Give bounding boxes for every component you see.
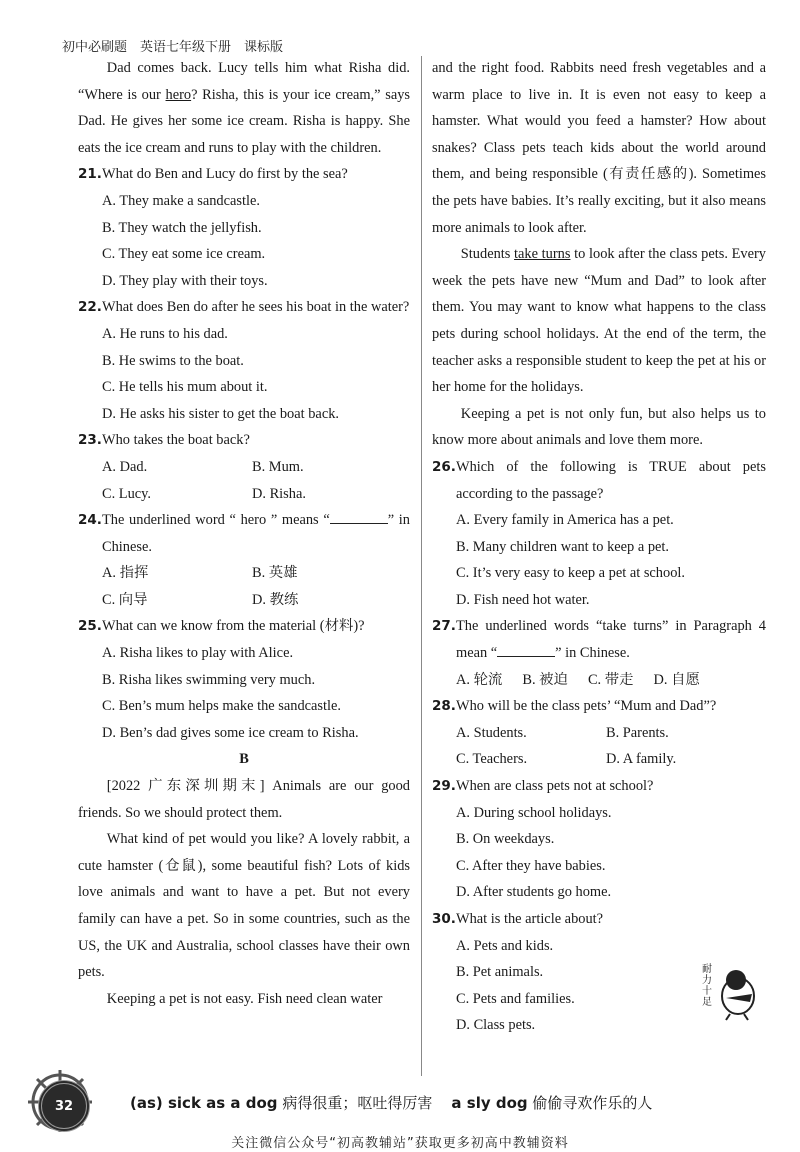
option: A. He runs to his dad. — [102, 325, 228, 342]
passage-paragraph: Students take turns to look after the class pets. Every week the pets have new “Mum and Dad” to look after them. You may want to know what happens to the class pets during school holidays. At the end of the term, the teacher asks a responsible student to keep the pet at his or her home for the holidays. — [432, 246, 766, 396]
option: D. After students go home. — [456, 884, 612, 901]
question-28: 28. Who will be the class pets’ “Mum and Dad”? — [432, 698, 717, 715]
option-row: A. 指挥 B. 英雄 — [102, 565, 298, 582]
option: B. They watch the jellyfish. — [102, 219, 262, 236]
option-row: A. Dad. B. Mum. — [102, 458, 304, 475]
option-row: C. 向导 D. 教练 — [102, 591, 299, 608]
option: D. Class pets. — [456, 1017, 536, 1034]
option: D. Fish need hot water. — [456, 591, 590, 608]
option: A. Every family in America has a pet. — [456, 512, 674, 529]
question-30: 30. What is the article about? — [432, 911, 604, 927]
option: B. Pet animals. — [456, 964, 544, 981]
option-row: C. Lucy. D. Risha. — [102, 485, 306, 502]
idiom-footer: (as) sick as a dog 病得很重；呕吐得厉害 a sly dog 偷偷寻欢作乐的人 — [130, 1094, 653, 1112]
question-21: 21. What do Ben and Lucy do first by the sea? — [78, 166, 348, 183]
mascot-illustration — [700, 958, 762, 1027]
page-header: 初中必刷题 英语七年级下册 课标版 — [62, 40, 284, 55]
passage-paragraph: [2022 广东深圳期末] Animals are our good friends. So we should protect them. — [78, 778, 410, 821]
option: C. They eat some ice cream. — [102, 246, 266, 263]
passage-paragraph: What kind of pet would you like? A lovely rabbit, a cute hamster (仓鼠), some beautiful fish? Lots of kids love animals and want to have a pet. But not every family can have a pet. So in some countries, such as the US, the UK and Australia, school classes have their own pets. — [78, 831, 410, 981]
question-23: 23. Who takes the boat back? — [78, 432, 250, 449]
left-column — [78, 55, 410, 1012]
answer-blank[interactable] — [497, 642, 555, 657]
option: A. During school holidays. — [456, 804, 612, 821]
answer-blank[interactable] — [330, 509, 388, 524]
passage-paragraph: Keeping a pet is not easy. Fish need clean water — [106, 990, 383, 1007]
option: A. Risha likes to play with Alice. — [102, 645, 294, 662]
passage-paragraph: and the right food. Rabbits need fresh vegetables and a warm place to live in. It is even not easy to keep a hamster. What would you feed a hamster? How about snakes? Class pets teach kids about the world around them, and being responsible (有责任感的). Sometimes the pets have babies. It’s really exciting, but it also means more animals to look after. — [432, 60, 766, 236]
passage-paragraph: Keeping a pet is not only fun, but also helps us to know more about animals and love them more. — [432, 405, 766, 449]
section-heading: B — [239, 751, 249, 768]
option: A. Pets and kids. — [456, 937, 554, 954]
question-24: 24. The underlined word “ hero ” means “ ” in Chinese. — [78, 507, 410, 560]
question-22: 22. What does Ben do after he sees his boat in the water? — [78, 299, 410, 316]
option: D. Ben’s dad gives some ice cream to Risha. — [102, 724, 359, 741]
question-25: 25. What can we know from the material (材料)? — [78, 618, 365, 635]
question-27: 27. The underlined words “take turns” in Paragraph 4 mean “ ” in Chinese. — [432, 618, 766, 662]
option: D. He asks his sister to get the boat back. — [102, 405, 339, 422]
passage-paragraph: Dad comes back. Lucy tells him what Risha did. “Where is our hero? Risha, this is your ice cream,” says Dad. He gives her some ice cream. Risha is happy. She eats the ice cream and runs to play with the children. — [78, 60, 411, 156]
option: C. Pets and families. — [456, 990, 575, 1007]
right-column — [432, 55, 766, 1039]
option: A. They make a sandcastle. — [102, 192, 260, 209]
option: C. After they have babies. — [456, 857, 606, 874]
question-29: 29. When are class pets not at school? — [432, 778, 654, 795]
option: B. He swims to the boat. — [102, 352, 244, 369]
option: B. Risha likes swimming very much. — [102, 671, 316, 688]
mascot-caption: 耐力十足 — [702, 964, 712, 1008]
option-row: A. Students. B. Parents. — [456, 724, 669, 741]
bottom-notice: 关注微信公众号“初高教辅站”获取更多初高中教辅资料 — [231, 1136, 569, 1151]
option: B. Many children want to keep a pet. — [456, 538, 669, 555]
option: C. He tells his mum about it. — [102, 379, 268, 396]
question-26: 26. Which of the following is TRUE about pets according to the passage? — [432, 458, 766, 502]
page-number: 32 — [38, 1080, 90, 1132]
option-row: C. Teachers. D. A family. — [456, 751, 677, 768]
option-row: A. 轮流 B. 被迫 C. 带走 D. 自愿 — [456, 671, 700, 688]
option: C. It’s very easy to keep a pet at school. — [456, 565, 685, 582]
option: B. On weekdays. — [456, 831, 555, 848]
column-divider — [421, 56, 422, 1076]
option: D. They play with their toys. — [102, 272, 268, 289]
option: C. Ben’s mum helps make the sandcastle. — [102, 698, 341, 715]
